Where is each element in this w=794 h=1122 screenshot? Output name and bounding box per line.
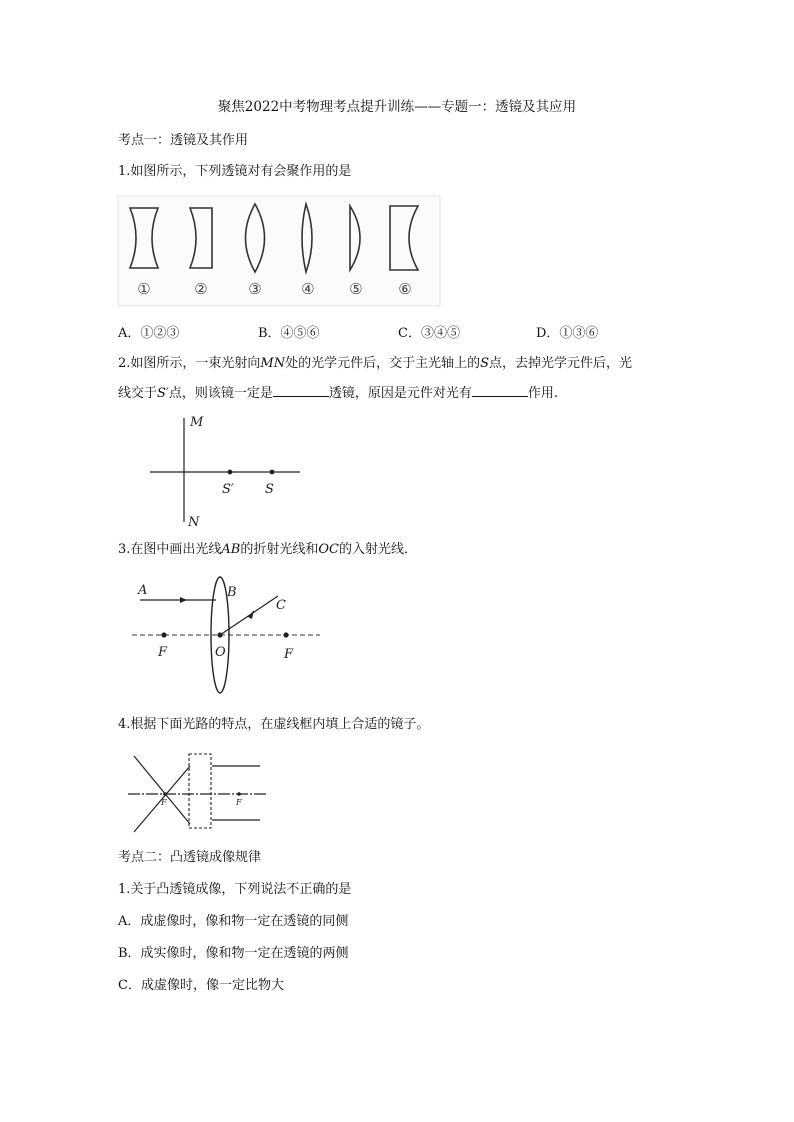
question-3-stem: 3.在图中画出光线AB的折射光线和OC的入射光线．: [118, 542, 417, 557]
point-s-prime: [228, 470, 233, 475]
lens-label-2: ②: [194, 280, 208, 298]
label-n: N: [188, 515, 200, 530]
label-f-left: F: [161, 798, 167, 807]
answer-blank-2: [472, 384, 528, 397]
lens-label-6: ⑥: [398, 280, 412, 298]
lens-label-4: ④: [301, 280, 315, 298]
arrow-oc: [248, 610, 254, 619]
focus-right: [283, 632, 288, 637]
page-title: 聚焦2022中考物理考点提升训练——专题一：透镜及其应用: [217, 99, 577, 115]
lens-label-1: ①: [137, 280, 151, 298]
q5-option-c: C．成虚像时，像一定比物大: [118, 978, 284, 993]
label-b: B: [227, 585, 237, 600]
label-m: M: [190, 415, 204, 430]
label-f-left: F: [158, 645, 168, 660]
label-f-right: F: [284, 647, 294, 662]
label-s: S: [265, 482, 274, 497]
question-2-line-1: 2.如图所示，一束光射向MN处的光学元件后，交于主光轴上的S点，去掉光学元件后，光: [118, 356, 633, 371]
arrow-ab: [180, 597, 187, 603]
q5-option-b: B．成实像时，像和物一定在透镜的两侧: [118, 946, 349, 961]
q1-option-d: D．①③⑥: [536, 326, 599, 341]
question-1-stem: 1.如图所示，下列透镜对有会聚作用的是: [118, 164, 352, 179]
optical-center: [217, 632, 222, 637]
section-heading-2: 考点二：凸透镜成像规律: [118, 850, 262, 865]
section-heading-1: 考点一：透镜及其作用: [118, 133, 249, 148]
lens-figure-q1: [118, 196, 440, 306]
figure-q2: [140, 410, 320, 530]
focus-left: [163, 792, 167, 796]
question-4-stem: 4.根据下面光路的特点，在虚线框内填上合适的镜子。: [118, 717, 430, 732]
label-a: A: [138, 583, 148, 598]
lens-label-3: ③: [248, 280, 262, 298]
q5-option-a: A．成虚像时，像和物一定在透镜的同侧: [118, 914, 349, 929]
label-s-prime: S′: [222, 482, 234, 497]
question-2-line-2: 线交于S′点，则该镜一定是 透镜，原因是元件对光有 作用.: [118, 386, 559, 401]
question-5-stem: 1.关于凸透镜成像，下列说法不正确的是: [118, 882, 352, 897]
label-o: O: [215, 645, 226, 660]
label-f-right: F: [236, 798, 242, 807]
focus-left: [161, 632, 166, 637]
lens-label-5: ⑤: [349, 280, 363, 298]
ray-cross-1: [134, 756, 190, 824]
dashed-box: [189, 754, 211, 828]
answer-blank-1: [273, 384, 329, 397]
q1-option-c: C．③④⑤: [398, 326, 460, 341]
point-s: [270, 470, 275, 475]
focus-right: [237, 792, 241, 796]
label-c: C: [276, 598, 286, 613]
q1-option-a: A．①②③: [118, 326, 180, 341]
figure-q4: [128, 748, 278, 834]
q1-option-b: B．④⑤⑥: [258, 326, 320, 341]
figure-q3: [128, 574, 328, 700]
